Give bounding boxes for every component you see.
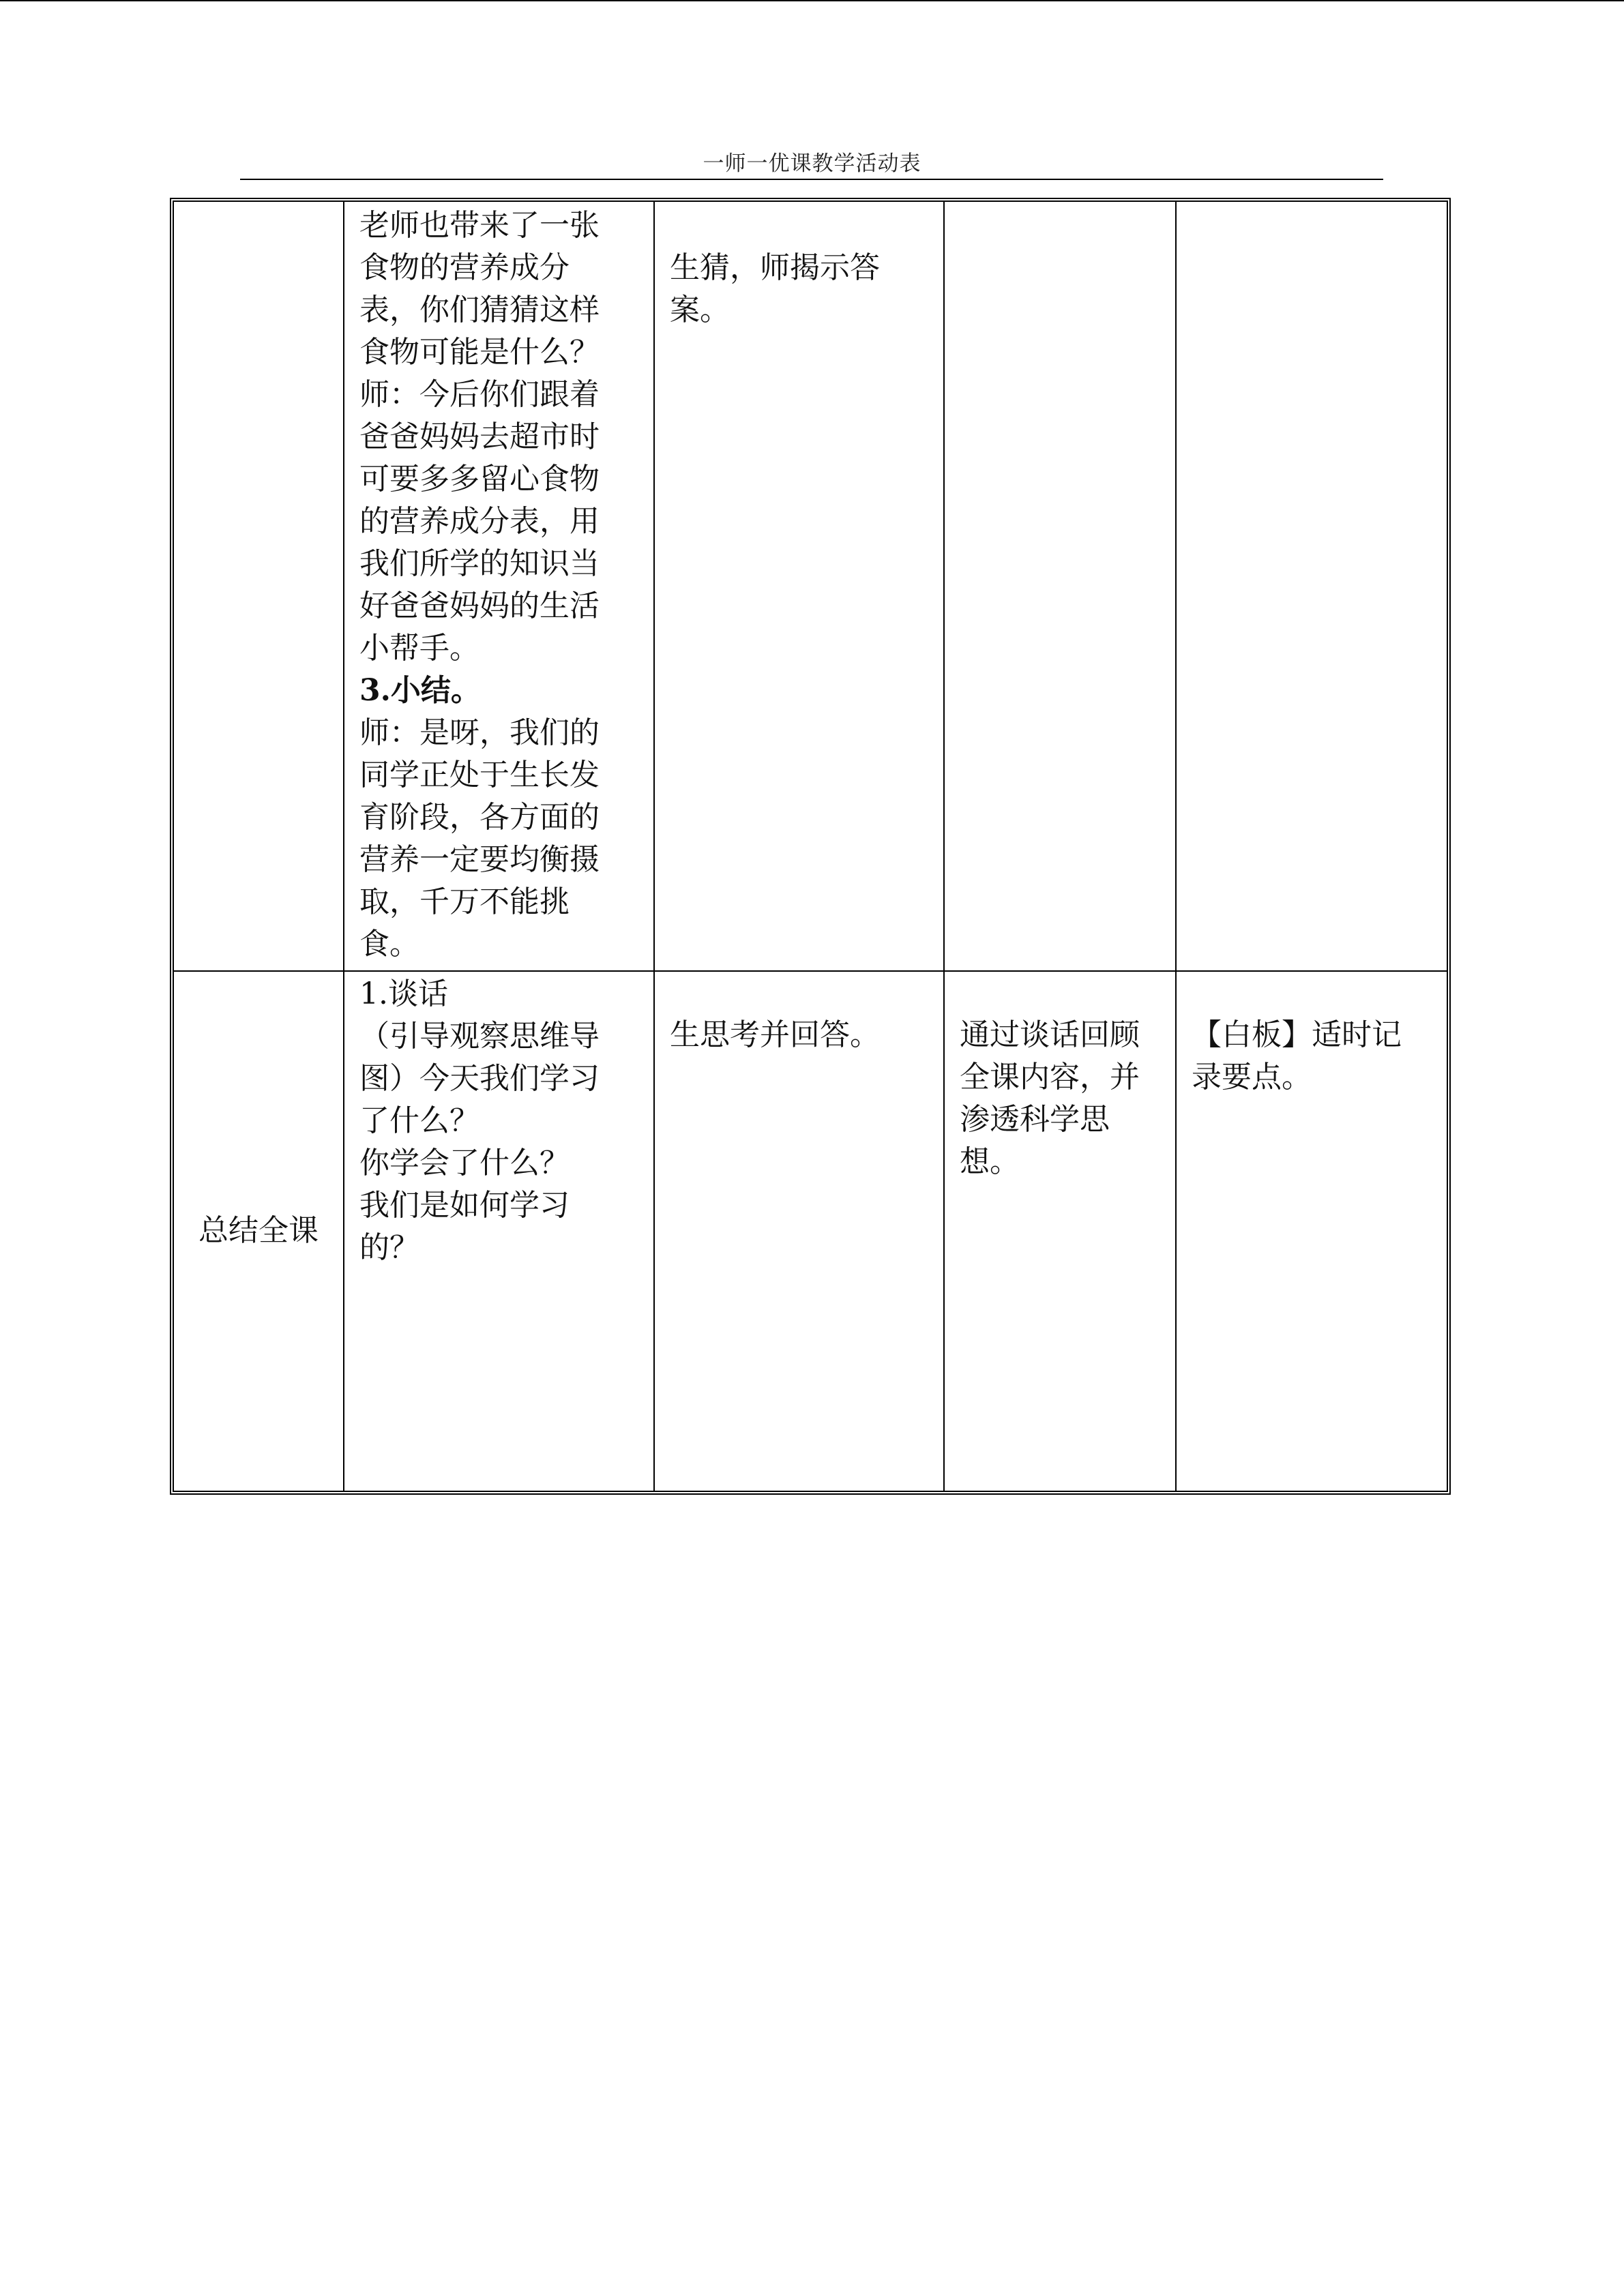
text-line: 案。: [670, 293, 730, 327]
text-line: 录要点。: [1192, 1060, 1312, 1094]
text-line: 的营养成分表，用: [359, 504, 600, 539]
text-line: 食。: [359, 927, 419, 961]
text-line: 我们所学的知识当: [359, 546, 600, 581]
row-divider: [174, 970, 1447, 972]
text-line: 师：今后你们跟着: [359, 377, 600, 412]
teaching-activity-table: [170, 198, 1451, 1495]
row-1-teacher-activity: [359, 205, 646, 966]
text-line: 小帮手。: [359, 631, 479, 666]
row-2-stage-cell: [174, 972, 343, 1490]
text-line: 了什么？: [359, 1103, 479, 1138]
header-rule: [240, 179, 1383, 180]
text-line: 生猜，师揭示答: [670, 250, 880, 285]
text-line: 全课内容，并: [960, 1060, 1140, 1094]
text-line: 可要多多留心食物: [359, 462, 600, 496]
row-2-student-activity: [670, 1014, 936, 1056]
row-2-media: [1192, 1014, 1437, 1099]
row-2-teacher-activity: [359, 973, 646, 1269]
column-divider-2: [653, 202, 655, 1491]
text-line: （引导观察思维导: [359, 1019, 600, 1054]
section-heading-summary: 3.小结。: [359, 673, 481, 708]
page-header-title: 一师一优课教学活动表: [703, 151, 921, 176]
text-line: 育阶段，各方面的: [359, 800, 600, 835]
row-2-design-intent: [960, 1014, 1168, 1183]
text-line: 你学会了什么？: [359, 1146, 570, 1180]
text-line: 图）今天我们学习: [359, 1061, 600, 1096]
text-line: 取，千万不能挑: [359, 884, 570, 919]
text-line: 【白板】适时记: [1192, 1017, 1402, 1052]
text-line: 渗透科学思: [960, 1102, 1110, 1137]
row-1-student-activity: [670, 247, 936, 331]
text-line: 食物的营养成分: [359, 250, 570, 285]
text-line: 好爸爸妈妈的生活: [359, 588, 600, 623]
text-line: 我们是如何学习: [359, 1188, 570, 1223]
text-line: 生思考并回答。: [670, 1017, 880, 1052]
text-line: 通过谈话回顾: [960, 1017, 1140, 1052]
column-divider-4: [1175, 202, 1177, 1491]
text-line: 1.谈话: [359, 976, 448, 1011]
text-line: 想。: [960, 1144, 1020, 1179]
text-line: 爸爸妈妈去超市时: [359, 419, 600, 454]
text-line: 营养一定要均衡摄: [359, 842, 600, 877]
text-line: 同学正处于生长发: [359, 758, 600, 792]
row-2-stage: 总结全课: [198, 1213, 319, 1248]
text-line: 表，你们猜猜这样: [359, 293, 600, 327]
text-line: 师：是呀，我们的: [359, 715, 600, 750]
column-divider-1: [343, 202, 344, 1491]
column-divider-3: [943, 202, 945, 1491]
text-line: 老师也带来了一张: [359, 208, 600, 243]
text-line: 食物可能是什么？: [359, 335, 600, 370]
text-line: 的？: [359, 1230, 419, 1265]
row-1-stage-cell: [174, 202, 343, 970]
